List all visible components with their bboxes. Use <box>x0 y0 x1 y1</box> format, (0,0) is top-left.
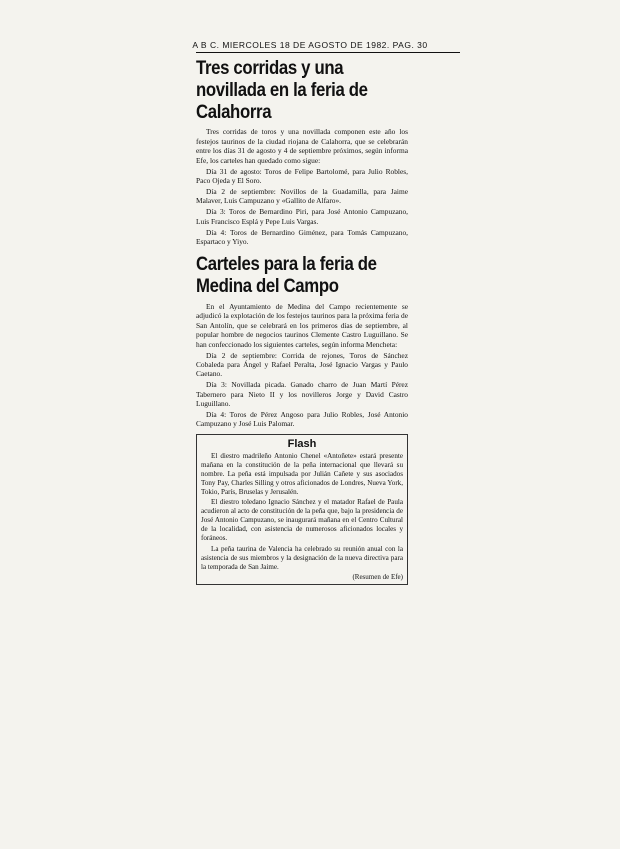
top-rule <box>196 52 460 53</box>
flash-box <box>196 434 408 586</box>
running-head: A B C. MIERCOLES 18 DE AGOSTO DE 1982. PAG. 30 <box>192 40 428 50</box>
calahorra-para: Día 31 de agosto: Toros de Felipe Bartolomé, para Julio Robles, Paco Ojeda y El Soro. <box>196 166 408 186</box>
calahorra-body <box>196 127 408 246</box>
calahorra-para: Tres corridas de toros y una novillada componen este año los festejos taurinos de la ciudad riojana de Calahorra, que se celebrarán entre los días 31 de agosto y 4 de septiembre próximos, según informa Efe, los carteles han quedado como sigue: <box>196 127 408 165</box>
calahorra-para: Día 4: Toros de Bernardino Giménez, para Tomás Campuzano, Espartaco y Yiyo. <box>196 227 408 246</box>
col-1-wrapper <box>196 58 408 848</box>
flash-item: El diestro toledano Ignacio Sánchez y el matador Rafael de Paula acudieron al acto de constitución de la peña que, bajo la presidencia de José Antonio Campuzano, se inaugurará mañana en el Centro Cultural de la localidad, con asistencia de numerosos aficionados locales y foráneos. <box>201 498 403 543</box>
medina-para: Día 4: Toros de Pérez Angoso para Julio Robles, José Antonio Campuzano y José Luis Palomar. <box>196 409 408 429</box>
flash-signature: (Resumen de Efe) <box>352 573 403 582</box>
medina-body <box>196 302 408 429</box>
medina-headline: Carteles para la feria de Medina del Campo <box>196 253 377 298</box>
medina-para: En el Ayuntamiento de Medina del Campo recientemente se adjudicó la explotación de los festejos taurinos para la próxima feria de San Antolín, que se celebrará en los primeros días de septiembre, al popular hombre de negocios taurinos Clemente Castro Luguillano. Se han confeccionado los siguientes carteles, según informa Mencheta: <box>196 302 408 349</box>
medina-para: Día 2 de septiembre: Corrida de rejones, Toros de Sánchez Cobaleda para Ángel y Rafael Peralta, José Ignacio Vargas y Paulo Caetano. <box>196 350 408 379</box>
calahorra-para: Día 2 de septiembre: Novillos de la Guadamilla, para Jaime Malaver, Luis Campuzano y «Gallito de Alfaro». <box>196 186 408 206</box>
medina-para: Día 3: Novillada picada. Ganado charro de Juan Martí Pérez Tabernero para Nieto II y los novilleros Jorge y David Castro Luguillano. <box>196 380 408 409</box>
flash-item: El diestro madrileño Antonio Chenel «Antoñete» estará presente mañana en la constitución de la peña internacional que llevará su nombre. La peña está impulsada por Julián Cañete y sus asociados Tony Pay, Charles Silling y otros aficionados de Londres, Nueva York, Tokio, París, Bruselas y Jerusalén. <box>201 451 403 496</box>
flash-item: La peña taurina de Valencia ha celebrado su reunión anual con la asistencia de sus miembros y la designación de la nueva directiva para la temporada de San Jaime. <box>201 544 403 571</box>
calahorra-headline: Tres corridas y una novillada en la feria de Calahorra <box>196 58 368 123</box>
flash-title: Flash <box>287 437 317 450</box>
calahorra-para: Día 3: Toros de Bernardino Piri, para José Antonio Campuzano, Luis Francisco Esplá y Pepe Luis Vargas. <box>196 207 408 226</box>
